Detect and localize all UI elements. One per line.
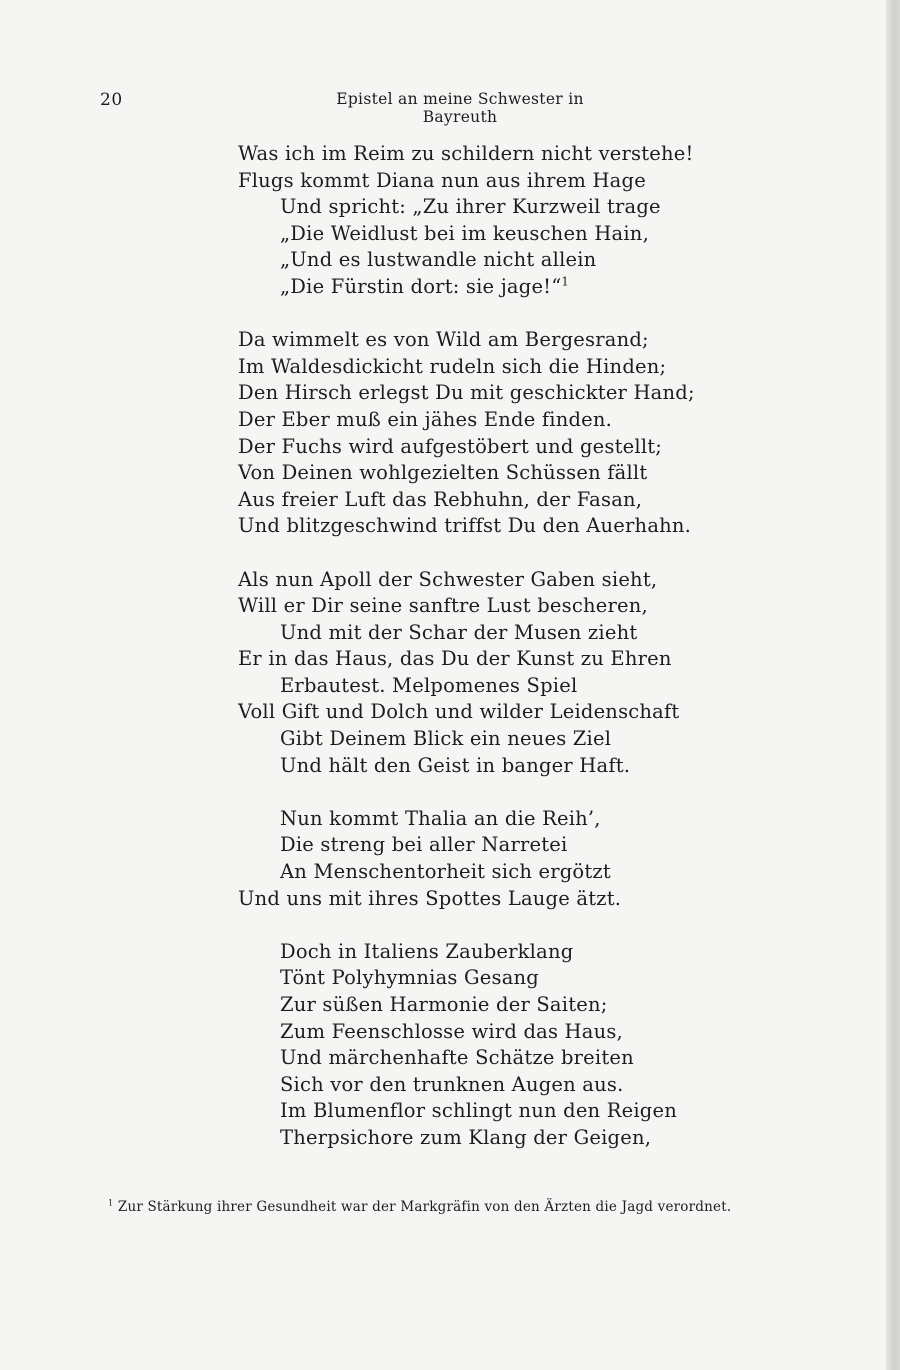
poem-line: Im Waldesdickicht rudeln sich die Hinden;	[238, 354, 667, 378]
poem-line-text: „Die Fürstin dort: sie jage!“	[280, 274, 562, 298]
poem-line: Und blitzgeschwind triffst Du den Auerhahn.	[238, 514, 692, 538]
poem-line: Zum Feenschlosse wird das Haus,	[280, 1019, 623, 1043]
footnote	[108, 1199, 731, 1215]
stanza-1	[238, 141, 695, 301]
poem-line: Der Fuchs wird aufgestöbert und gestellt;	[238, 434, 663, 458]
poem-line: Was ich im Reim zu schildern nicht verstehe!	[238, 142, 694, 165]
poem-line: Und märchenhafte Schätze breiten	[280, 1046, 634, 1070]
poem-line: Zur süßen Harmonie der Saiten;	[280, 993, 608, 1016]
poem-line: Aus freier Luft das Rebhuhn, der Fasan,	[238, 487, 643, 511]
poem-line: Voll Gift und Dolch und wilder Leidenschaft	[238, 700, 680, 724]
running-title: Epistel an meine Schwester in Bayreuth	[336, 90, 584, 126]
stanza-5	[238, 939, 695, 1152]
stanza-4	[238, 806, 695, 912]
footnote-text: Zur Stärkung ihrer Gesundheit war der Markgräfin von den Ärzten die Jagd verordnet.	[117, 1199, 732, 1215]
poem	[238, 141, 695, 1178]
page-edge-shadow	[886, 0, 900, 1370]
poem-line: Die streng bei aller Narretei	[280, 833, 568, 857]
poem-line: Als nun Apoll der Schwester Gaben sieht,	[238, 567, 658, 591]
footnote-marker: 1	[108, 1197, 114, 1208]
page-number: 20	[100, 90, 123, 110]
poem-line: „Und es lustwandle nicht allein	[280, 248, 597, 272]
poem-line: „Die Weidlust bei im keuschen Hain,	[280, 221, 649, 245]
poem-line: Und uns mit ihres Spottes Lauge ätzt.	[238, 886, 622, 910]
poem-line: Von Deinen wohlgezielten Schüssen fällt	[238, 461, 648, 485]
poem-line: Will er Dir seine sanftre Lust bescheren,	[238, 594, 648, 618]
poem-line: Er in das Haus, das Du der Kunst zu Ehren	[238, 647, 672, 671]
poem-line: Im Blumenflor schlingt nun den Reigen	[280, 1099, 677, 1123]
poem-line	[238, 274, 695, 301]
poem-line: Und hält den Geist in banger Haft.	[280, 753, 631, 777]
poem-line: Doch in Italiens Zauberklang	[280, 939, 574, 963]
stanza-3	[238, 567, 695, 780]
poem-line: Nun kommt Thalia an die Reih’,	[280, 806, 601, 830]
poem-line: Und mit der Schar der Musen zieht	[280, 620, 638, 644]
poem-line: Den Hirsch erlegst Du mit geschickter Hand;	[238, 381, 695, 405]
poem-line: Flugs kommt Diana nun aus ihrem Hage	[238, 168, 646, 192]
poem-line: An Menschentorheit sich ergötzt	[280, 860, 611, 884]
poem-line: Tönt Polyhymnias Gesang	[280, 966, 539, 990]
poem-line: Und spricht: „Zu ihrer Kurzweil trage	[280, 195, 661, 219]
poem-line: Der Eber muß ein jähes Ende finden.	[238, 407, 613, 431]
poem-line: Erbautest. Melpomenes Spiel	[280, 673, 578, 697]
poem-line: Da wimmelt es von Wild am Bergesrand;	[238, 328, 649, 352]
poem-line: Sich vor den trunknen Augen aus.	[280, 1072, 624, 1096]
poem-line: Therpsichore zum Klang der Geigen,	[280, 1125, 652, 1149]
stanza-2	[238, 327, 695, 540]
poem-line: Gibt Deinem Blick ein neues Ziel	[280, 727, 612, 751]
footnote-reference: 1	[561, 274, 570, 289]
